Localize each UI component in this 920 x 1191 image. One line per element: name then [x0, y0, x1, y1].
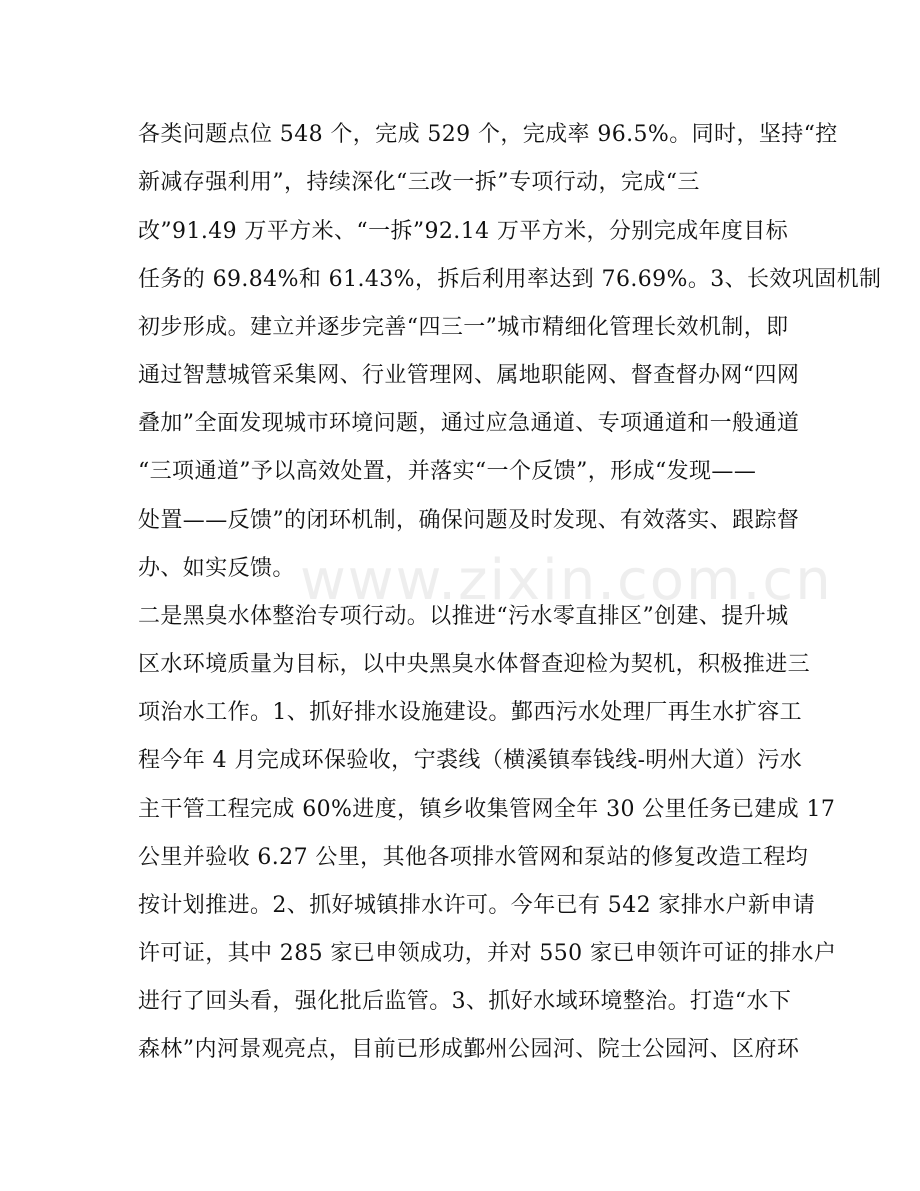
text-line-15: 主干管工程完成 60%进度，镇乡收集管网全年 30 公里任务已建成 17 — [138, 797, 836, 822]
text-line-16: 公里并验收 6.27 公里，其他各项排水管网和泵站的修复改造工程均 — [138, 845, 809, 870]
text-line-17: 按计划推进。2、抓好城镇排水许可。今年已有 542 家排水户新申请 — [138, 893, 816, 918]
text-line-8: “三项通道”予以高效处置，并落实“一个反馈”，形成“发现—— — [138, 459, 757, 484]
text-line-2: 新减存强利用”，持续深化“三改一拆”专项行动，完成“三 — [138, 170, 700, 195]
text-line-10: 办、如实反馈。 — [138, 556, 295, 581]
text-line-9: 处置——反馈”的闭环机制，确保问题及时发现、有效落实、跟踪督 — [138, 508, 800, 533]
text-line-12: 区水环境质量为目标，以中央黑臭水体督查迎检为契机，积极推进三 — [138, 652, 811, 677]
text-line-11: 二是黑臭水体整治专项行动。以推进“污水零直排区”创建、提升城 — [138, 604, 789, 629]
text-line-14: 程今年 4 月完成环保验收，宁裘线（横溪镇奉钱线-明州大道）污水 — [138, 748, 803, 773]
text-line-4: 任务的 69.84%和 61.43%，拆后利用率达到 76.69%。3、长效巩固机制 — [138, 267, 882, 292]
text-line-6: 通过智慧城管采集网、行业管理网、属地职能网、督查督办网“四网 — [138, 363, 800, 388]
text-line-19: 进行了回头看，强化批后监管。3、抓好水域环境整治。打造“水下 — [138, 989, 792, 1014]
text-line-3: 改”91.49 万平方米、“一拆”92.14 万平方米，分别完成年度目标 — [138, 219, 789, 244]
text-line-18: 许可证，其中 285 家已申领成功，并对 550 家已申领许可证的排水户 — [138, 941, 837, 966]
text-line-13: 项治水工作。1、抓好排水设施建设。鄞西污水处理厂再生水扩容工 — [138, 700, 802, 725]
text-line-5: 初步形成。建立并逐步完善“四三一”城市精细化管理长效机制，即 — [138, 315, 789, 340]
text-line-7: 叠加”全面发现城市环境问题，通过应急通道、专项通道和一般通道 — [138, 411, 800, 436]
text-line-1: 各类问题点位 548 个，完成 529 个，完成率 96.5%。同时，坚持“控 — [138, 122, 838, 147]
watermark: www.zixin.com.cn — [300, 548, 833, 613]
text-line-20: 森林”内河景观亮点，目前已形成鄞州公园河、院士公园河、区府环 — [138, 1037, 800, 1062]
